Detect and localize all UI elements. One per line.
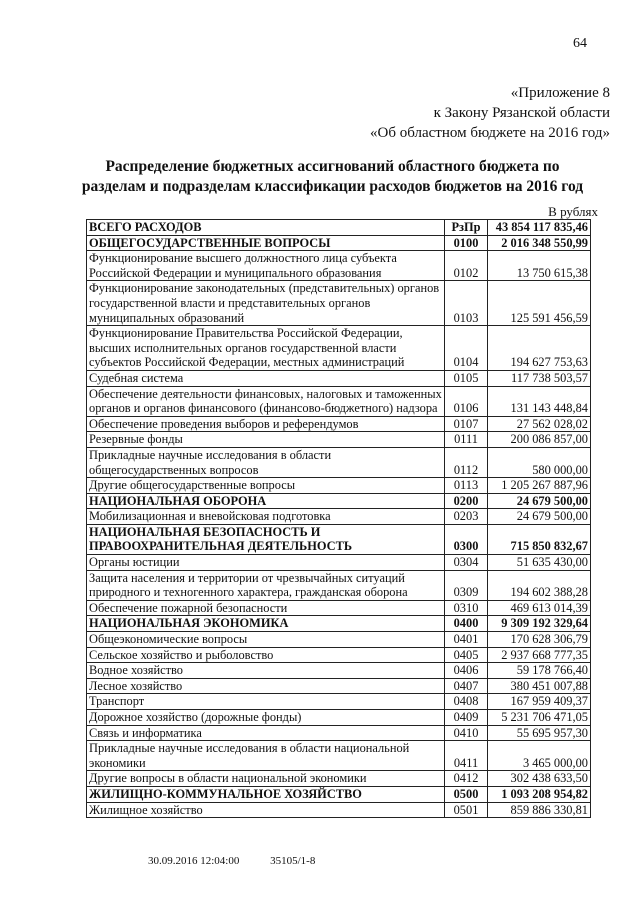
row-code: 0203 [445, 509, 488, 525]
row-name: Обеспечение деятельности финансовых, налоговых и таможенных органов и органов финансового (финансово-бюджетного) надзора [87, 386, 445, 416]
appendix-line-1: «Приложение 8 [510, 85, 610, 101]
row-name: Обеспечение пожарной безопасности [87, 600, 445, 616]
row-amount: 5 231 706 471,05 [488, 710, 591, 726]
table-row [87, 370, 591, 386]
table-row [87, 509, 591, 525]
table-row [87, 235, 591, 251]
row-code: 0304 [445, 555, 488, 571]
table-row [87, 416, 591, 432]
row-amount: 167 959 409,37 [488, 694, 591, 710]
budget-table-body [87, 220, 591, 818]
table-row [87, 220, 591, 236]
row-code: 0106 [445, 386, 488, 416]
row-name: Другие общегосударственные вопросы [87, 478, 445, 494]
table-row [87, 600, 591, 616]
row-name: Связь и информатика [87, 725, 445, 741]
row-name: ОБЩЕГОСУДАРСТВЕННЫЕ ВОПРОСЫ [87, 235, 445, 251]
title-line-2: разделам и подразделам классификации расходов бюджетов на 2016 год [81, 178, 584, 195]
row-code: 0102 [445, 251, 488, 281]
row-code: 0401 [445, 632, 488, 648]
table-row [87, 663, 591, 679]
row-code: 0406 [445, 663, 488, 679]
row-name: Дорожное хозяйство (дорожные фонды) [87, 710, 445, 726]
row-name: Защита населения и территории от чрезвычайных ситуаций природного и техногенного характера, гражданская оборона [87, 570, 445, 600]
row-amount: 194 602 388,28 [488, 570, 591, 600]
row-name: НАЦИОНАЛЬНАЯ ОБОРОНА [87, 493, 445, 509]
table-row [87, 694, 591, 710]
row-amount: 302 438 633,50 [488, 771, 591, 787]
table-row [87, 616, 591, 632]
row-amount: 51 635 430,00 [488, 555, 591, 571]
row-code: 0411 [445, 741, 488, 771]
footer-datetime: 30.09.2016 12:04:00 [148, 855, 240, 867]
row-name: Другие вопросы в области национальной экономики [87, 771, 445, 787]
row-name: НАЦИОНАЛЬНАЯ БЕЗОПАСНОСТЬ И ПРАВООХРАНИТЕЛЬНАЯ ДЕЯТЕЛЬНОСТЬ [87, 524, 445, 554]
row-code: 0112 [445, 447, 488, 477]
row-amount: 170 628 306,79 [488, 632, 591, 648]
row-amount: 13 750 615,38 [488, 251, 591, 281]
row-amount: 27 562 028,02 [488, 416, 591, 432]
table-row [87, 326, 591, 371]
row-code: 0409 [445, 710, 488, 726]
row-code: 0300 [445, 524, 488, 554]
row-name: НАЦИОНАЛЬНАЯ ЭКОНОМИКА [87, 616, 445, 632]
table-row [87, 725, 591, 741]
table-row [87, 802, 591, 818]
row-amount: 200 086 857,00 [488, 432, 591, 448]
row-code: 0410 [445, 725, 488, 741]
row-amount: 117 738 503,57 [488, 370, 591, 386]
row-name: ВСЕГО РАСХОДОВ [87, 220, 445, 236]
row-code: 0105 [445, 370, 488, 386]
row-name: Судебная система [87, 370, 445, 386]
appendix-line-2: к Закону Рязанской области [433, 105, 610, 121]
table-row [87, 570, 591, 600]
row-amount: 859 886 330,81 [488, 802, 591, 818]
row-code: 0104 [445, 326, 488, 371]
table-row [87, 493, 591, 509]
table-row [87, 524, 591, 554]
row-name: Водное хозяйство [87, 663, 445, 679]
table-row [87, 386, 591, 416]
budget-table [86, 219, 591, 818]
table-row [87, 555, 591, 571]
row-name: Транспорт [87, 694, 445, 710]
row-code: 0407 [445, 678, 488, 694]
table-row [87, 281, 591, 326]
row-code: 0408 [445, 694, 488, 710]
row-name: Функционирование законодательных (представительных) органов государственной власти и представительных органов муниципальных образований [87, 281, 445, 326]
row-code: 0103 [445, 281, 488, 326]
page-number: 64 [573, 36, 587, 51]
row-amount: 131 143 448,84 [488, 386, 591, 416]
appendix-line-3: «Об областном бюджете на 2016 год» [370, 125, 610, 141]
row-amount: 3 465 000,00 [488, 741, 591, 771]
row-name: ЖИЛИЩНО-КОММУНАЛЬНОЕ ХОЗЯЙСТВО [87, 786, 445, 802]
row-name: Функционирование Правительства Российской Федерации, высших исполнительных органов государственной власти субъектов Российской Федерации, местных администраций [87, 326, 445, 371]
row-amount: 2 016 348 550,99 [488, 235, 591, 251]
table-row [87, 647, 591, 663]
row-amount: 1 093 208 954,82 [488, 786, 591, 802]
table-row [87, 710, 591, 726]
row-amount: 715 850 832,67 [488, 524, 591, 554]
row-code: 0405 [445, 647, 488, 663]
row-name: Прикладные научные исследования в области национальной экономики [87, 741, 445, 771]
row-code: 0400 [445, 616, 488, 632]
row-code: 0500 [445, 786, 488, 802]
table-row [87, 251, 591, 281]
row-amount: 43 854 117 835,46 [488, 220, 591, 236]
row-amount: 9 309 192 329,64 [488, 616, 591, 632]
row-amount: 380 451 007,88 [488, 678, 591, 694]
row-name: Обеспечение проведения выборов и референдумов [87, 416, 445, 432]
row-code: 0501 [445, 802, 488, 818]
row-code: 0113 [445, 478, 488, 494]
row-code: 0412 [445, 771, 488, 787]
row-amount: 1 205 267 887,96 [488, 478, 591, 494]
row-code: 0100 [445, 235, 488, 251]
row-amount: 580 000,00 [488, 447, 591, 477]
row-code: 0107 [445, 416, 488, 432]
row-name: Функционирование высшего должностного лица субъекта Российской Федерации и муниципального образования [87, 251, 445, 281]
row-amount: 24 679 500,00 [488, 509, 591, 525]
row-code: 0310 [445, 600, 488, 616]
row-name: Органы юстиции [87, 555, 445, 571]
row-code: 0200 [445, 493, 488, 509]
row-amount: 125 591 456,59 [488, 281, 591, 326]
title-line-1: Распределение бюджетных ассигнований областного бюджета по [105, 158, 560, 175]
row-name: Общеэкономические вопросы [87, 632, 445, 648]
row-code: РзПр [445, 220, 488, 236]
row-amount: 469 613 014,39 [488, 600, 591, 616]
footer-stamp [148, 855, 343, 867]
row-amount: 2 937 668 777,35 [488, 647, 591, 663]
row-name: Сельское хозяйство и рыболовство [87, 647, 445, 663]
document-title [60, 157, 605, 197]
row-amount: 194 627 753,63 [488, 326, 591, 371]
row-name: Лесное хозяйство [87, 678, 445, 694]
row-name: Прикладные научные исследования в области общегосударственных вопросов [87, 447, 445, 477]
table-row [87, 432, 591, 448]
appendix-header [370, 83, 610, 143]
row-amount: 59 178 766,40 [488, 663, 591, 679]
row-name: Резервные фонды [87, 432, 445, 448]
row-amount: 55 695 957,30 [488, 725, 591, 741]
table-row [87, 741, 591, 771]
units-label: В рублях [548, 204, 598, 219]
table-row [87, 447, 591, 477]
table-row [87, 678, 591, 694]
row-code: 0111 [445, 432, 488, 448]
table-row [87, 478, 591, 494]
table-row [87, 771, 591, 787]
row-name: Жилищное хозяйство [87, 802, 445, 818]
row-code: 0309 [445, 570, 488, 600]
table-row [87, 632, 591, 648]
table-row [87, 786, 591, 802]
footer-doc-id: 35105/1-8 [270, 855, 316, 867]
row-amount: 24 679 500,00 [488, 493, 591, 509]
row-name: Мобилизационная и вневойсковая подготовка [87, 509, 445, 525]
